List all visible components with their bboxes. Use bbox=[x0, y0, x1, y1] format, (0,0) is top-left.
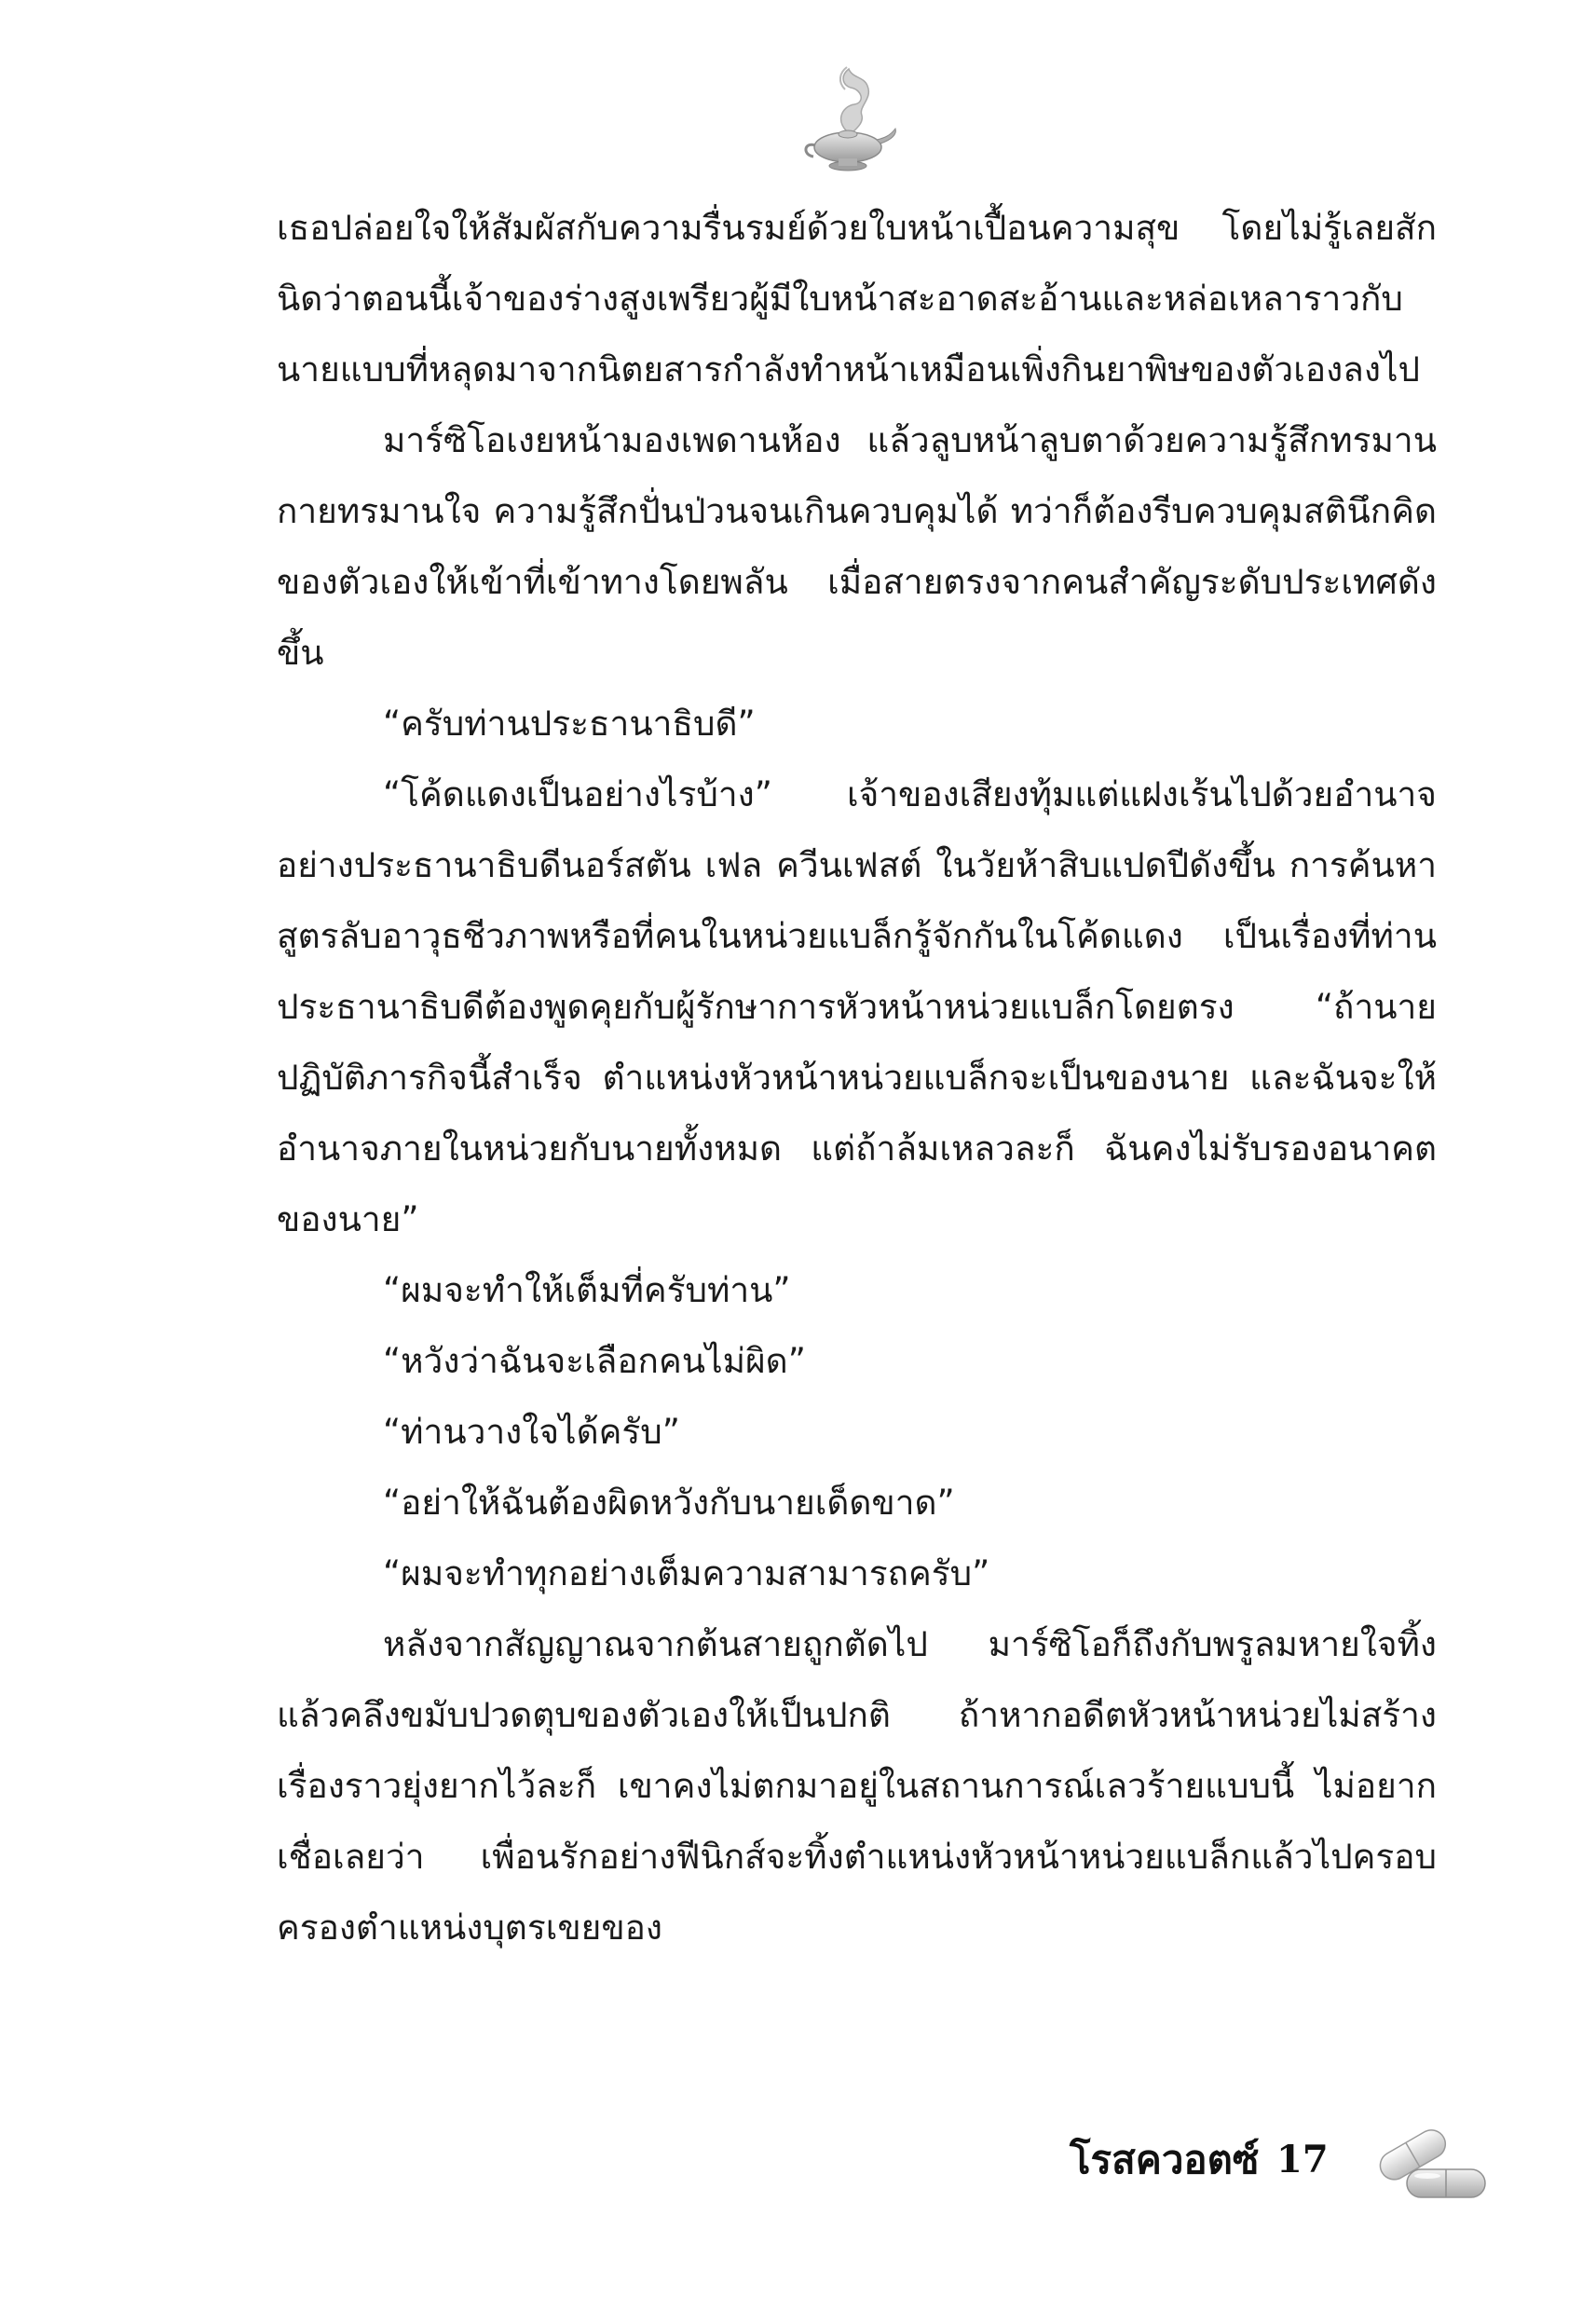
paragraph-10: หลังจากสัญญาณจากต้นสายถูกตัดไป มาร์ซิโอก็ถึงกับพรูลมหายใจทิ้งแล้วคลึงขมับปวดตุบของตัวเองให้เป็นปกติ ถ้าหากอดีตหัวหน้าหน่วยไม่สร้างเรื่องราวยุ่งยากไว้ละก็ เขาคงไม่ตกมาอยู่ในสถานการณ์เลวร้ายแบบนี้ ไม่อยากเชื่อเลยว่า เพื่อนรักอย่างฟีนิกส์จะทิ้งตำแหน่งหัวหน้าหน่วยแบล็กแล้วไปครอบครองตำแหน่งบุตรเขยของ bbox=[277, 1624, 1437, 1948]
page-number: 17 bbox=[1276, 2138, 1329, 2181]
paragraph-4: “โค้ดแดงเป็นอย่างไรบ้าง” เจ้าของเสียงทุ้มแต่แฝงเร้นไปด้วยอำนาจอย่างประธานาธิบดีนอร์สตัน เฟล ควีนเฟสต์ ในวัยห้าสิบแปดปีดังขึ้น การค้นหาสูตรลับอาวุธชีวภาพหรือที่คนในหน่วยแบล็กรู้จักกันในโค้ดแดง เป็นเรื่องที่ท่านประธานาธิบดีต้องพูดคุยกับผู้รักษาการหัวหน้าหน่วยแบล็กโดยตรง “ถ้านายปฏิบัติภารกิจนี้สำเร็จ ตำแหน่งหัวหน้าหน่วยแบล็กจะเป็นของนาย และฉันจะให้อำนาจภายในหน่วยกับนายทั้งหมด แต่ถ้าล้มเหลวละก็ ฉันคงไม่รับรองอนาคตของนาย” bbox=[277, 774, 1437, 1239]
capsule-pills-icon bbox=[1370, 2117, 1491, 2206]
page-footer bbox=[1053, 2117, 1472, 2201]
magic-lamp-icon bbox=[797, 62, 899, 192]
paragraph-6: “หวังว่าฉันจะเลือกคนไม่ผิด” bbox=[383, 1341, 806, 1381]
page-body bbox=[277, 193, 1437, 1963]
paragraph-9: “ผมจะทำทุกอย่างเต็มความสามารถครับ” bbox=[383, 1553, 990, 1593]
paragraph-8: “อย่าให้ฉันต้องผิดหวังกับนายเด็ดขาด” bbox=[383, 1483, 955, 1523]
paragraph-2: มาร์ซิโอเงยหน้ามองเพดานห้อง แล้วลูบหน้าลูบตาด้วยความรู้สึกทรมานกายทรมานใจ ความรู้สึกปั่นป่วนจนเกินควบคุมได้ ทว่าก็ต้องรีบควบคุมสตินึกคิดของตัวเองให้เข้าที่เข้าทางโดยพลัน เมื่อสายตรงจากคนสำคัญระดับประเทศดังขึ้น bbox=[277, 420, 1437, 673]
paragraph-1: เธอปล่อยใจให้สัมผัสกับความรื่นรมย์ด้วยใบหน้าเปื้อนความสุข โดยไม่รู้เลยสักนิดว่าตอนนี้เจ้าของร่างสูงเพรียวผู้มีใบหน้าสะอาดสะอ้านและหล่อเหลาราวกับนายแบบที่หลุดมาจากนิตยสารกำลังทำหน้าเหมือนเพิ่งกินยาพิษของตัวเองลงไป bbox=[277, 208, 1437, 390]
paragraph-3: “ครับท่านประธานาธิบดี” bbox=[383, 704, 756, 744]
book-title: โรสควอตซ์ bbox=[1070, 2137, 1260, 2182]
paragraph-5: “ผมจะทำให้เต็มที่ครับท่าน” bbox=[383, 1270, 791, 1310]
paragraph-7: “ท่านวางใจได้ครับ” bbox=[383, 1412, 680, 1452]
